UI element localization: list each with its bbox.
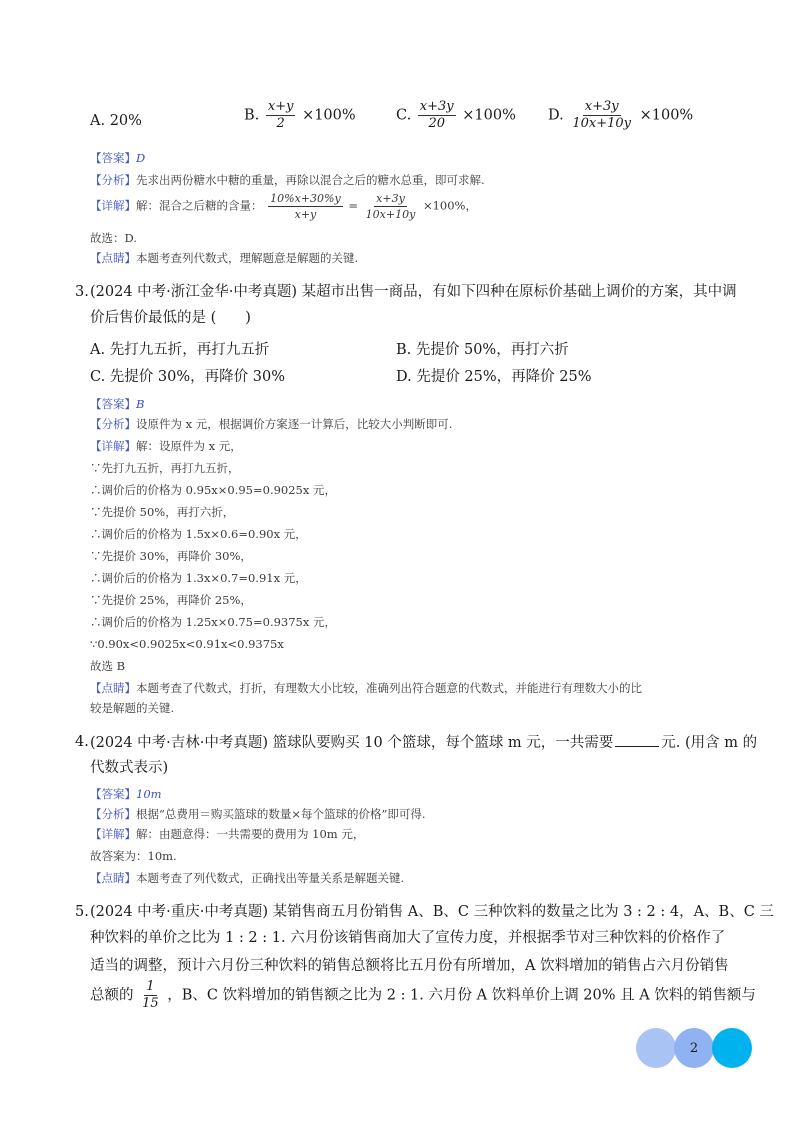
s3-comment: 【点睛】本题考查了代数式，打折，有理数大小比较，准确列出符合题意的代数式，并能进行有理数大小的比 (90, 681, 642, 695)
s3-comment-cont: 较是解题的关键. (90, 701, 175, 715)
q3-number: 3. (75, 284, 89, 300)
s1-comment: 【点睛】本题考查列代数式，理解题意是解题的关键. (90, 251, 359, 265)
s4-answer: 【答案】10m (90, 787, 162, 801)
q5-line2: 种饮料的单价之比为 1 : 2 : 1. 六月份该销售商加大了宣传力度，并根据季节对三种饮料的价格作了 (90, 930, 726, 946)
option-c (396, 100, 516, 131)
footer-decor-right (712, 1028, 752, 1068)
s3-step: ∴调价后的价格为 1.3x×0.7=0.91x 元， (90, 571, 307, 585)
s1-conclusion: 故选：D. (90, 231, 137, 245)
s1-analysis: 【分析】先求出两份糖水中糖的重量，再除以混合之后的糖水总重，即可求解. (90, 173, 485, 187)
q5-line1: (2024 中考·重庆·中考真题) 某销售商五月份销售 A、B、C 三种饮料的数量之比为 3 : 2 : 4，A、B、C 三 (90, 904, 774, 920)
s3-answer: 【答案】B (90, 397, 145, 411)
option-d-label: D. (548, 107, 564, 124)
option-b-label: B. (244, 107, 260, 124)
s1-fraction-2: $\frac{x+3y}{10x+10y}$ (365, 192, 416, 221)
s1-detail: 【详解】解：混合之后糖的含量： $\frac{10\%x+30\%y}{x+y}$ = $\frac{x+3y}{10x+10y}$ ×100%， (90, 192, 477, 221)
option-b-fraction: $\frac{x+y}{2}$ (267, 99, 294, 131)
footer-decor-left (636, 1028, 676, 1068)
q4-number: 4. (75, 734, 89, 750)
q5-fraction: $\frac{1}{15}$ (142, 979, 159, 1011)
s1-fraction-1: $\frac{10\%x+30\%y}{x+y}$ (270, 192, 341, 221)
s3-analysis: 【分析】设原件为 x 元，根据调价方案逐一计算后，比较大小判断即可. (90, 417, 453, 431)
option-d-fraction: $\frac{x+3y}{10x+10y}$ (572, 99, 631, 131)
page-number: 2 (689, 1040, 699, 1056)
s4-analysis: 【分析】根据“总费用＝购买篮球的数量×每个篮球的价格”即可得. (90, 807, 426, 821)
q4-line2: 代数式表示) (90, 760, 169, 776)
s3-step: ∴调价后的价格为 1.25x×0.75=0.9375x 元， (90, 615, 337, 629)
s3-step: ∵先提价 25%，再降价 25%， (90, 593, 252, 607)
s4-comment: 【点睛】本题考查了列代数式，正确找出等量关系是解题关键. (90, 871, 405, 885)
option-b (244, 100, 356, 131)
s3-detail: 【详解】解：设原件为 x 元， (90, 439, 242, 453)
s3-step: ∵先打九五折，再打九五折， (90, 461, 240, 475)
s3-step: ∵先提价 50%，再打六折， (90, 505, 235, 519)
s1-answer: 【答案】D (90, 151, 146, 165)
option-c-label: C. (396, 107, 412, 124)
option-c-tail: ×100% (462, 107, 516, 124)
option-d-tail: ×100% (639, 107, 694, 124)
q5-line4: 总额的 $\frac{1}{15}$ ，B、C 饮料增加的销售额之比为 2 : 1. 六月份 A 饮料单价上调 20% 且 A 饮料的销售额与 (90, 979, 756, 1011)
s4-detail: 【详解】解：由题意得：一共需要的费用为 10m 元， (90, 827, 365, 841)
q3-option-c: C. 先提价 30%，再降价 30% (90, 369, 285, 385)
s3-step: ∴调价后的价格为 0.95x×0.95=0.9025x 元， (90, 483, 337, 497)
s3-step: ∴调价后的价格为 1.5x×0.6=0.90x 元， (90, 527, 307, 541)
s3-step: ∵0.90x<0.9025x<0.91x<0.9375x (90, 637, 284, 651)
q3-option-b: B. 先提价 50%，再打六折 (396, 342, 569, 358)
option-a: A. 20% (90, 113, 142, 129)
s3-step: 故选 B (90, 659, 126, 673)
answer-blank[interactable] (615, 732, 659, 747)
q4-line1: (2024 中考·吉林·中考真题) 篮球队要购买 10 个篮球，每个篮球 m 元，一共需要 元. (用含 m 的 (90, 732, 757, 753)
q3-line1: (2024 中考·浙江金华·中考真题) 某超市出售一商品，有如下四种在原标价基础上调价的方案，其中调 (90, 284, 737, 300)
s3-step: ∵先提价 30%，再降价 30%， (90, 549, 252, 563)
q5-number: 5. (75, 904, 89, 920)
q3-option-a: A. 先打九五折，再打九五折 (90, 342, 270, 358)
footer-page-circle (674, 1028, 714, 1068)
q5-line3: 适当的调整，预计六月份三种饮料的销售总额将比五月份有所增加，A 饮料增加的销售占六月份销售 (90, 958, 729, 974)
option-d (548, 100, 693, 131)
q3-line2: 价后售价最低的是 ( ) (90, 310, 251, 326)
s4-conclusion: 故答案为：10m. (90, 849, 177, 863)
option-c-fraction: $\frac{x+3y}{20}$ (419, 99, 454, 131)
q3-option-d: D. 先提价 25%，再降价 25% (396, 369, 592, 385)
option-b-tail: ×100% (302, 107, 356, 124)
